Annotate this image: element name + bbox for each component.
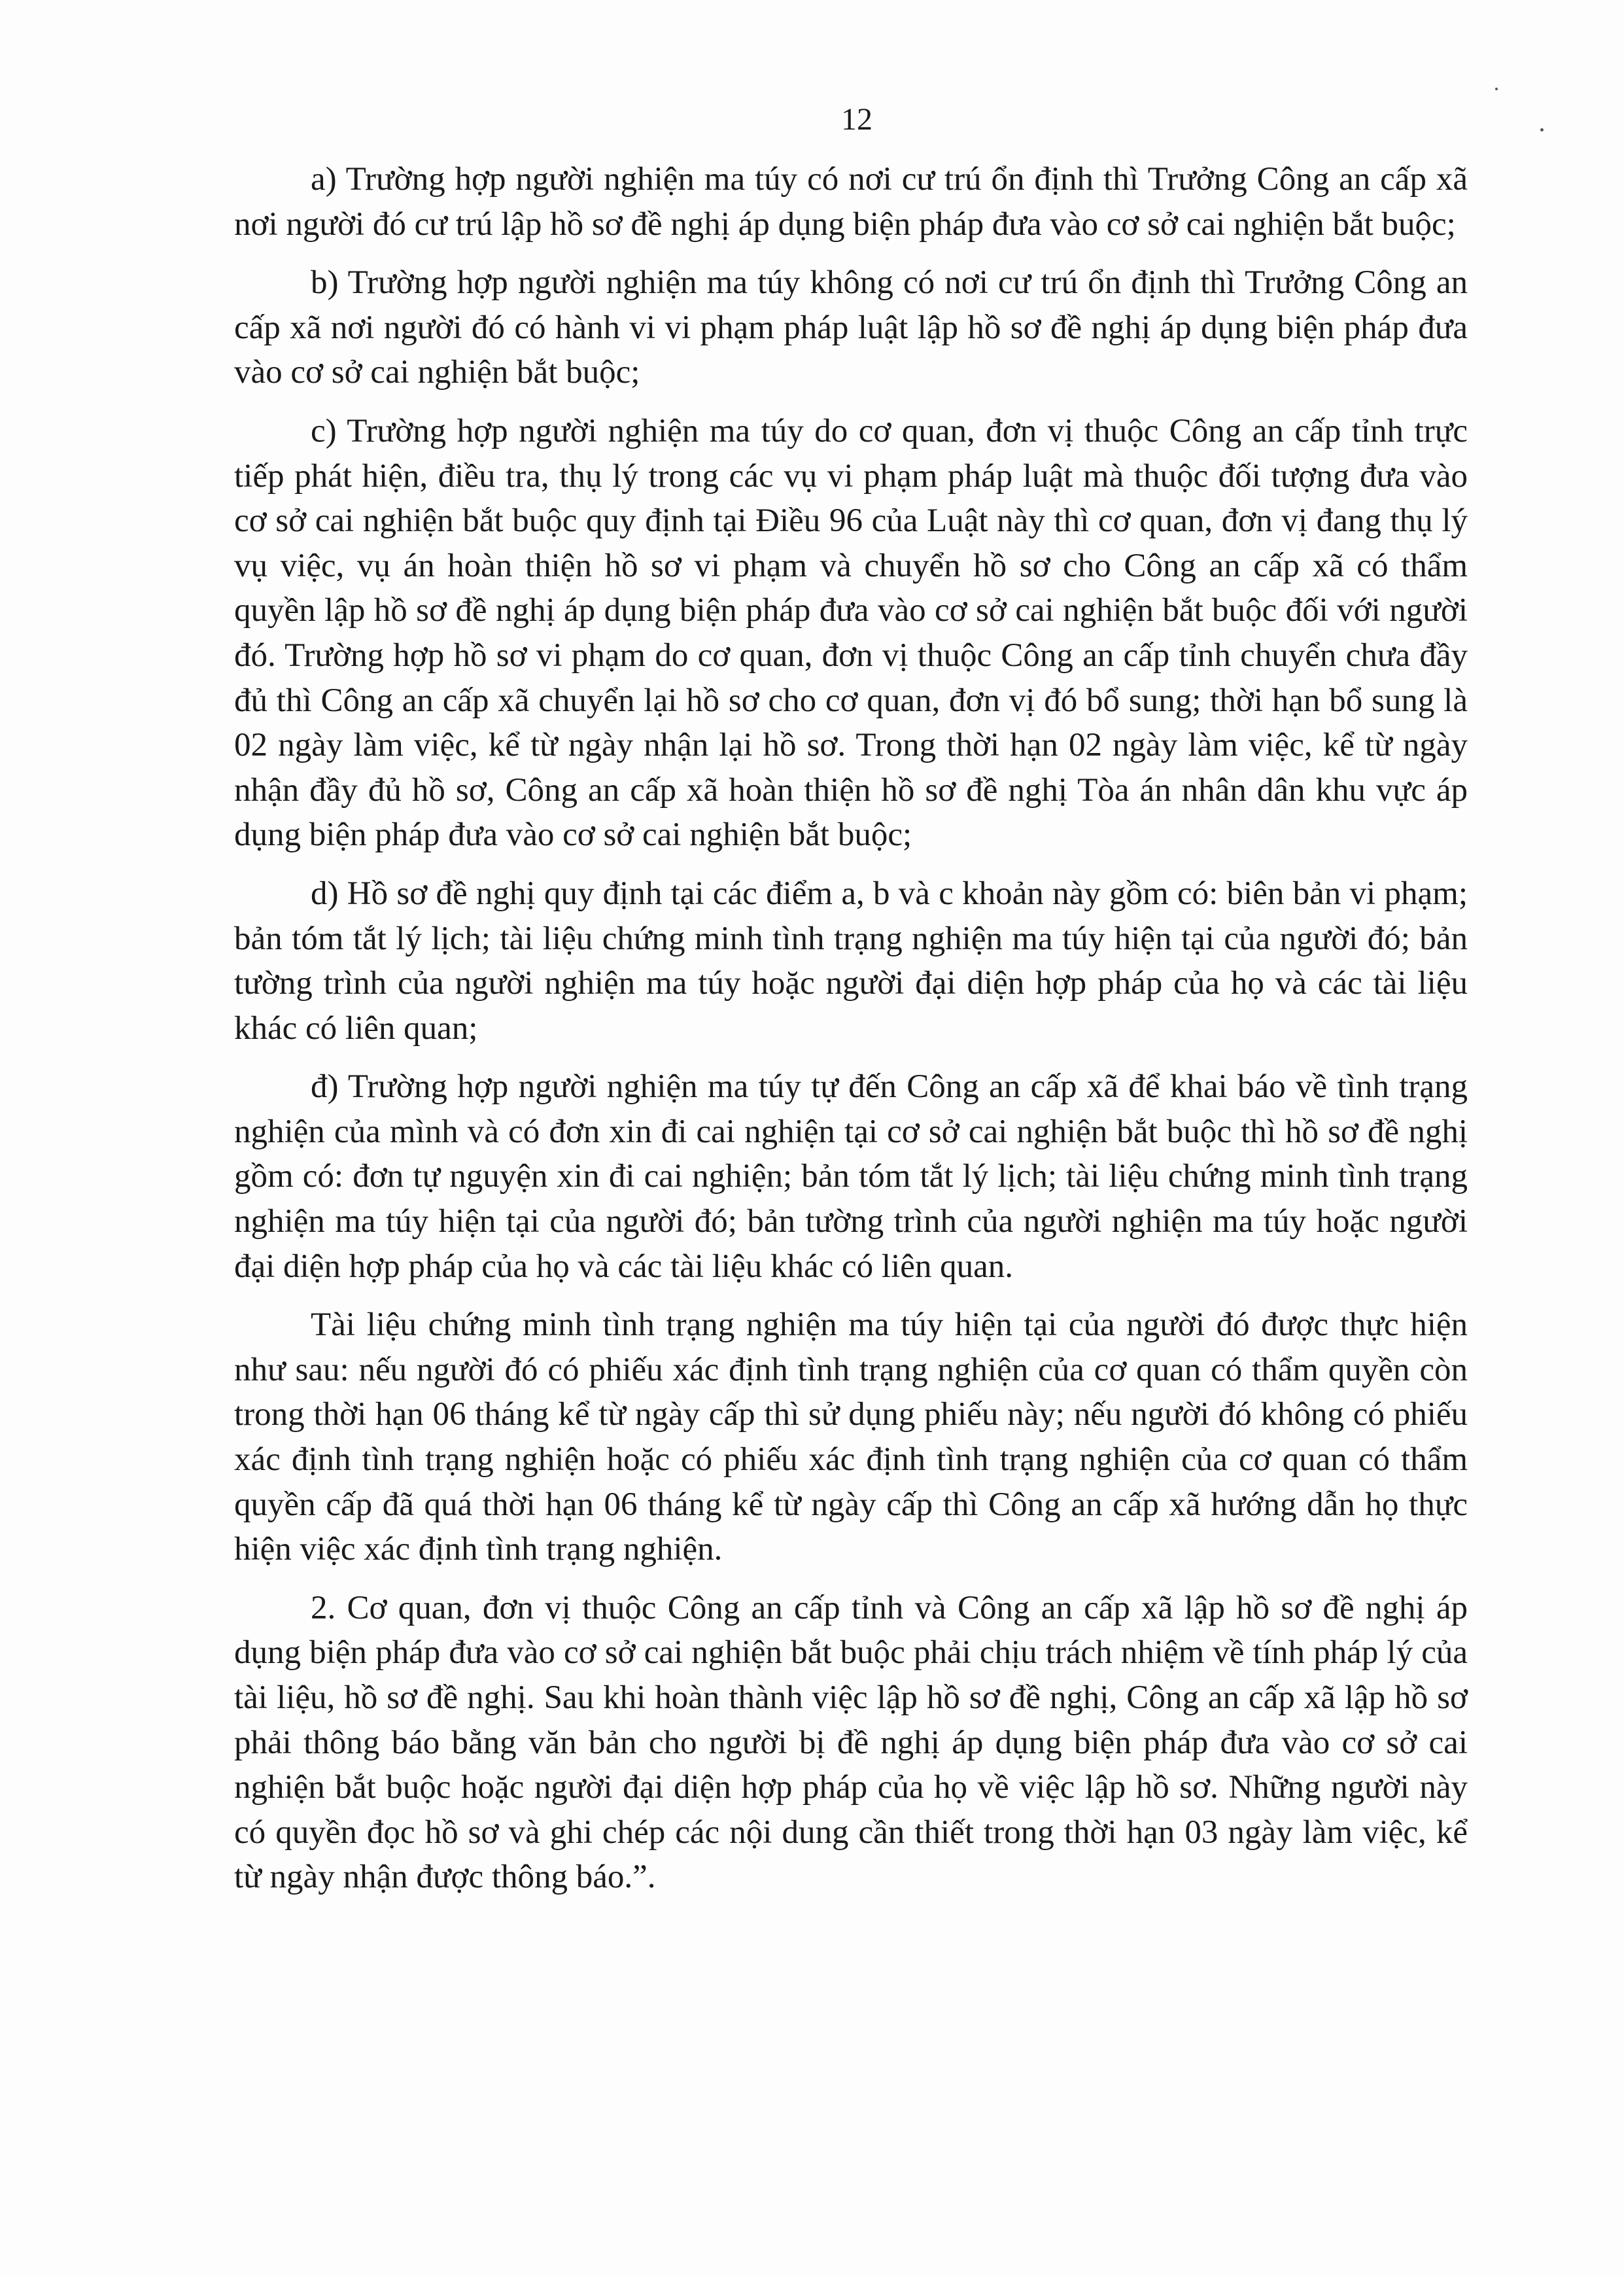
paragraph-point-c: c) Trường hợp người nghiện ma túy do cơ quan, đơn vị thuộc Công an cấp tỉnh trực tiếp phát hiện, điều tra, thụ lý trong các vụ vi phạm pháp luật mà thuộc đối tượng đưa vào cơ sở cai nghiện bắt buộc quy định tại Điều 96 của Luật này thì cơ quan, đơn vị đang thụ lý vụ việc, vụ án hoàn thiện hồ sơ vi phạm và chuyển hồ sơ cho Công an cấp xã có thẩm quyền lập hồ sơ đề nghị áp dụng biện pháp đưa vào cơ sở cai nghiện bắt buộc đối với người đó. Trường hợp hồ sơ vi phạm do cơ quan, đơn vị thuộc Công an cấp tỉnh chuyển chưa đầy đủ thì Công an cấp xã chuyển lại hồ sơ cho cơ quan, đơn vị đó bổ sung; thời hạn bổ sung là 02 ngày làm việc, kể từ ngày nhận lại hồ sơ. Trong thời hạn 02 ngày làm việc, kể từ ngày nhận đầy đủ hồ sơ, Công an cấp xã hoàn thiện hồ sơ đề nghị Tòa án nhân dân khu vực áp dụng biện pháp đưa vào cơ sở cai nghiện bắt buộc; [234,412,1468,854]
paragraph-clause-2: 2. Cơ quan, đơn vị thuộc Công an cấp tỉnh và Công an cấp xã lập hồ sơ đề nghị áp dụng biện pháp đưa vào cơ sở cai nghiện bắt buộc phải chịu trách nhiệm về tính pháp lý của tài liệu, hồ sơ đề nghị. Sau khi hoàn thành việc lập hồ sơ đề nghị, Công an cấp xã lập hồ sơ phải thông báo bằng văn bản cho người bị đề nghị áp dụng biện pháp đưa vào cơ sở cai nghiện bắt buộc hoặc người đại diện hợp pháp của họ về việc lập hồ sơ. Những người này có quyền đọc hồ sơ và ghi chép các nội dung cần thiết trong thời hạn 03 ngày làm việc, kể từ ngày nhận được thông báo.”. [234,1589,1468,1896]
paragraph-evidence-documents: Tài liệu chứng minh tình trạng nghiện ma túy hiện tại của người đó được thực hiện như sau: nếu người đó có phiếu xác định tình trạng nghiện của cơ quan có thẩm quyền còn trong thời hạn 06 tháng kể từ ngày cấp thì sử dụng phiếu này; nếu người đó không có phiếu xác định tình trạng nghiện hoặc có phiếu xác định tình trạng nghiện của cơ quan có thẩm quyền cấp đã quá thời hạn 06 tháng kể từ ngày cấp thì Công an cấp xã hướng dẫn họ thực hiện việc xác định tình trạng nghiện. [234,1306,1468,1568]
paragraph-point-b: b) Trường hợp người nghiện ma túy không có nơi cư trú ổn định thì Trưởng Công an cấp xã nơi người đó có hành vi vi phạm pháp luật lập hồ sơ đề nghị áp dụng biện pháp đưa vào cơ sở cai nghiện bắt buộc; [234,264,1468,391]
paragraph-point-dd: đ) Trường hợp người nghiện ma túy tự đến Công an cấp xã để khai báo về tình trạng nghiện của mình và có đơn xin đi cai nghiện tại cơ sở cai nghiện bắt buộc thì hồ sơ đề nghị gồm có: đơn tự nguyện xin đi cai nghiện; bản tóm tắt lý lịch; tài liệu chứng minh tình trạng nghiện ma túy hiện tại của người đó; bản tường trình của người nghiện ma túy hoặc người đại diện hợp pháp của họ và các tài liệu khác có liên quan. [234,1068,1468,1285]
paragraph-point-d: d) Hồ sơ đề nghị quy định tại các điểm a, b và c khoản này gồm có: biên bản vi phạm; bản tóm tắt lý lịch; tài liệu chứng minh tình trạng nghiện ma túy hiện tại của người đó; bản tường trình của người nghiện ma túy hoặc người đại diện hợp pháp của họ và các tài liệu khác có liên quan; [234,875,1468,1047]
page-number: 12 [841,102,872,137]
paragraph-point-a: a) Trường hợp người nghiện ma túy có nơi cư trú ổn định thì Trưởng Công an cấp xã nơi người đó cư trú lập hồ sơ đề nghị áp dụng biện pháp đưa vào cơ sở cai nghiện bắt buộc; [234,161,1468,243]
scan-speck [1495,88,1498,90]
body-text [234,157,1468,1900]
